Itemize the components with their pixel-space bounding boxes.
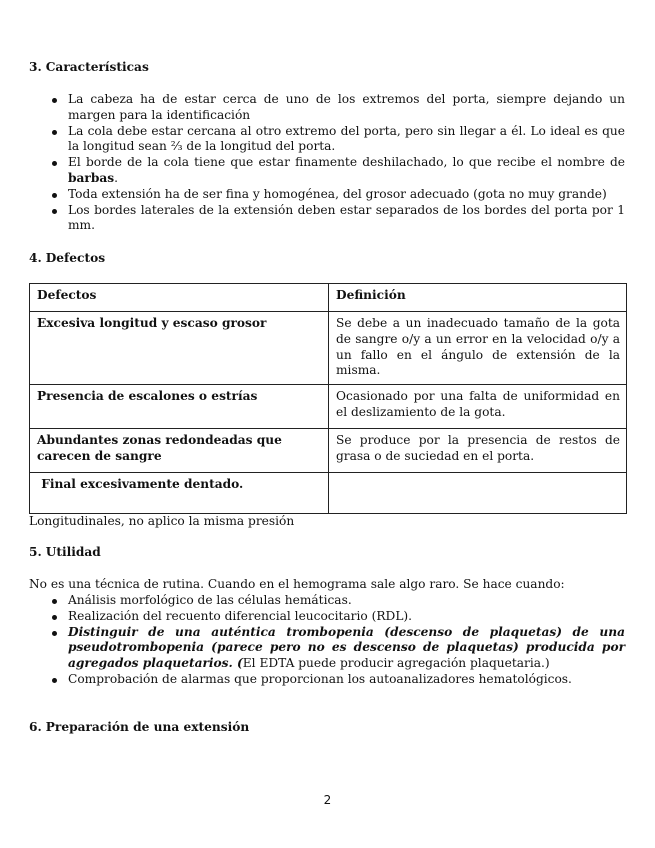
table-header-definition: Definición [329, 284, 627, 312]
table-header-defects: Defectos [30, 284, 329, 312]
defect-cell: Presencia de escalones o estrías [30, 385, 329, 429]
defects-table [29, 283, 627, 514]
list-item: Análisis morfológico de las células hemáticas. [29, 593, 625, 609]
list-item: El borde de la cola tiene que estar finamente deshilachado, lo que recibe el nombre de barbas. [29, 155, 625, 187]
section-5-intro: No es una técnica de rutina. Cuando en el hemograma sale algo raro. Se hace cuando: [29, 577, 565, 591]
section-3-number: 3. [29, 60, 42, 74]
section-5-title: Utilidad [45, 545, 101, 559]
section-6-title: Preparación de una extensión [45, 720, 250, 734]
section-6-heading [29, 720, 249, 736]
table-row [30, 473, 627, 514]
list-item: Toda extensión ha de ser fina y homogénea, del grosor adecuado (gota no muy grande) [29, 187, 625, 203]
section-3-list [29, 92, 625, 234]
list-item: Comprobación de alarmas que proporcionan los autoanalizadores hematológicos. [29, 672, 625, 688]
list-item: La cola debe estar cercana al otro extremo del porta, pero sin llegar a él. Lo ideal es que la longitud sean ⅔ de la longitud del porta. [29, 124, 625, 156]
defect-cell: Abundantes zonas redondeadas que carecen de sangre [30, 429, 329, 473]
list-item: Distinguir de una auténtica trombopenia (descenso de plaquetas) de una pseudotrombopenia (parece pero no es descenso de plaquetas) producida por agregados plaquetarios. (El EDTA puede producir agregación plaquetaria.) [29, 625, 625, 672]
definition-cell: Se produce por la presencia de restos de grasa o de suciedad en el porta. [329, 429, 627, 473]
section-4-title: Defectos [45, 251, 106, 265]
section-4-number: 4. [29, 251, 42, 265]
definition-cell: Ocasionado por una falta de uniformidad en el deslizamiento de la gota. [329, 385, 627, 429]
defect-cell: Final excesivamente dentado. [30, 473, 329, 514]
section-5-list [29, 593, 625, 688]
table-header-row [30, 284, 627, 312]
section-5-heading [29, 545, 101, 561]
definition-cell: Se debe a un inadecuado tamaño de la gota de sangre o/y a un error en la velocidad o/y a un fallo en el ángulo de extensión de la misma. [329, 312, 627, 385]
definition-cell [329, 473, 627, 514]
section-3-title: Características [45, 60, 149, 74]
list-item: Realización del recuento diferencial leucocitario (RDL). [29, 609, 625, 625]
section-6-number: 6. [29, 720, 42, 734]
list-item: La cabeza ha de estar cerca de uno de los extremos del porta, siempre dejando un margen para la identificación [29, 92, 625, 124]
table-row [30, 385, 627, 429]
page-number: 2 [323, 793, 332, 807]
section-3-heading [29, 60, 149, 76]
list-item: Los bordes laterales de la extensión deben estar separados de los bordes del porta por 1 mm. [29, 203, 625, 235]
defects-note: Longitudinales, no aplico la misma presión [29, 514, 295, 528]
section-5-number: 5. [29, 545, 42, 559]
table-row [30, 312, 627, 385]
defect-cell: Excesiva longitud y escaso grosor [30, 312, 329, 385]
table-row [30, 429, 627, 473]
section-4-heading [29, 251, 105, 267]
